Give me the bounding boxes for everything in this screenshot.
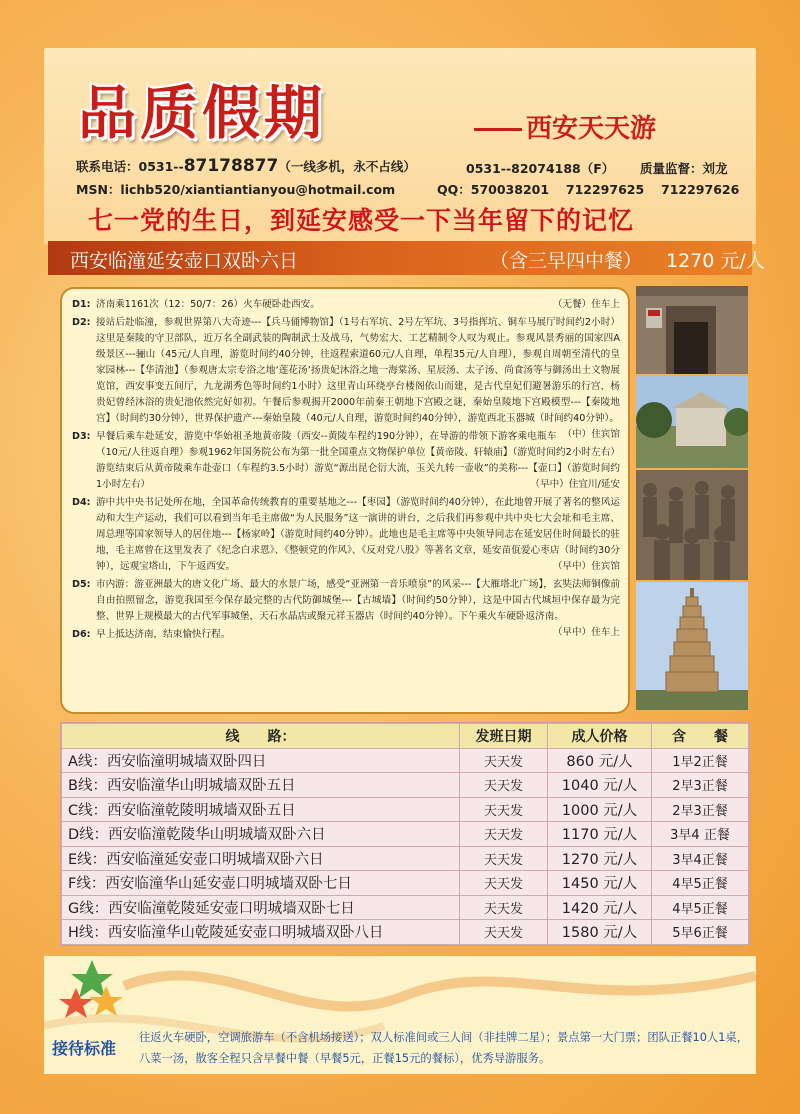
route-meals: （含三早四中餐） bbox=[490, 250, 643, 272]
day-text: 济南乘1161次（12：50/7：26）火车硬卧赴西安。 bbox=[96, 299, 320, 310]
day-tag: D2: bbox=[72, 317, 91, 328]
route-banner bbox=[48, 241, 765, 275]
day-text: 早餐后乘车赴延安，游览中华始祖圣地黄帝陵（西安--黄陵车程约190分钟），在导游的带领下游客乘电瓶车（10元/人往返自理）参观1962年国务院公布为第一批全国重点文物保护单位【黄帝陵、轩辕庙】（游览时间约2小时左右）游览结束后从黄帝陵乘车赴壶口（车程约3.5小时）游览“源出昆仑衍大流，玉关九转一壶收”的美称---【壶口】（游览时间约1小时左右） bbox=[96, 431, 620, 490]
msn-contact: MSN：lichb520/xiantiantianyou@hotmail.com bbox=[76, 182, 396, 197]
cell-date: 天天发 bbox=[460, 895, 548, 920]
day-body bbox=[96, 429, 620, 493]
supervisor: 质量监督：刘龙 bbox=[640, 161, 728, 176]
table-row bbox=[62, 748, 749, 773]
route-price: 1270 元/人 bbox=[666, 250, 765, 272]
yanan-hall-photo bbox=[636, 376, 748, 468]
cell-route: F线：西安临潼华山延安壶口明城墙双卧七日 bbox=[62, 871, 460, 896]
phone-label: 联系电话： bbox=[76, 159, 139, 174]
itinerary-day bbox=[72, 495, 620, 575]
cell-price: 1420 元/人 bbox=[548, 895, 652, 920]
contact-line-phone bbox=[76, 156, 416, 176]
slogan: 七一党的生日，到延安感受一下当年留下的记忆 bbox=[88, 206, 635, 235]
table-header-row bbox=[62, 724, 749, 749]
cell-date: 天天发 bbox=[460, 920, 548, 945]
col-route: 线 路： bbox=[62, 724, 460, 749]
route-table bbox=[60, 722, 750, 946]
cell-meals: 1早2正餐 bbox=[652, 748, 749, 773]
table-row bbox=[62, 871, 749, 896]
cell-route: D线：西安临潼乾陵华山明城墙双卧六日 bbox=[62, 822, 460, 847]
fax-number: 0531--82074188（F） bbox=[466, 161, 615, 176]
big-wild-goose-pagoda-photo bbox=[636, 582, 748, 710]
cell-meals: 2早3正餐 bbox=[652, 797, 749, 822]
itinerary-day bbox=[72, 297, 620, 313]
day-meal: （早中）住宾馆 bbox=[552, 561, 620, 572]
day-meal: （无餐）住车上 bbox=[552, 299, 620, 310]
route-name: 西安临潼延安壶口双卧六日 bbox=[70, 250, 299, 272]
cell-price: 1450 元/人 bbox=[548, 871, 652, 896]
table-row bbox=[62, 920, 749, 945]
cell-date: 天天发 bbox=[460, 822, 548, 847]
day-tag: D3: bbox=[72, 431, 91, 442]
col-price: 成人价格 bbox=[548, 724, 652, 749]
cell-price: 860 元/人 bbox=[548, 748, 652, 773]
cell-meals: 4早5正餐 bbox=[652, 895, 749, 920]
cell-meals: 3早4正餐 bbox=[652, 846, 749, 871]
cell-route: B线：西安临潼华山明城墙双卧五日 bbox=[62, 773, 460, 798]
cell-price: 1580 元/人 bbox=[548, 920, 652, 945]
day-tag: D4: bbox=[72, 497, 91, 508]
cell-meals: 2早3正餐 bbox=[652, 773, 749, 798]
cell-route: E线：西安临潼延安壶口明城墙双卧六日 bbox=[62, 846, 460, 871]
day-text: 接站后赴临潼，参观世界第八大奇迹---【兵马俑博物馆】（1号右军坑、2号左军坑、3号指挥坑、铜车马展厅时间约2小时）这里是秦陵的守卫部队，近万名全副武装的陶制武士及战马，气势宏大、工艺精制令人叹为观止。参观风景秀丽的国家四A级景区---骊山（45元/人自理，游览时间约40分钟，往返程索道60元/人自理，单程35元/人自理），参观自周朝至清代的皇家园林---【华清池】（参观唐太宗专浴之地‘莲花汤’扬贵妃沐浴之地一海棠汤、星辰汤、太子汤、尚食汤等与御汤出土文物展览馆，西安事变五间厅，九龙湖秀色等时间约1小时）这里青山环绕亭台楼阁依山而建，是古代皇妃们避暑游乐的行宫，杨贵妃曾经沐浴的贵妃池依然完好如初。午餐后参观揭开2000年前秦王朝地下宫殿之谜，秦始皇陵地下宫殿模型---【秦陵地宫】（时间约30分钟），世界保护遗产---秦始皇陵（40元/人自理，游览时间约40分钟），游览西北玉器城（时间约40分钟）。 bbox=[96, 317, 620, 424]
cell-price: 1170 元/人 bbox=[548, 822, 652, 847]
standards-text: 往返火车硬卧，空调旅游车（不含机场接送）；双人标准间或三人间（非挂牌二星）；景点第一大门票；团队正餐10人1桌，八菜一汤，散客全程只含早餐中餐（早餐5元，正餐15元的餐标），优秀导游服务。 bbox=[139, 1031, 749, 1065]
day-meal: （中）住宾馆 bbox=[562, 429, 620, 440]
phone-number: 87178877 bbox=[183, 156, 279, 176]
col-meals: 含 餐 bbox=[652, 724, 749, 749]
day-text: 游中共中央书记处所在地，全国革命传统教育的重要基地之---【枣园】（游览时间约40分钟），在此地曾开展了著名的整风运动和大生产运动，我们可以看到当年毛主席做“为人民服务”这一演讲的讲台，之后我们再参观中共中央七大会址和毛主席、周总理等国家领导人的居住地---【杨家岭】（游览时间约40分钟）。此地也是毛主席等中央领导同志在延安居住时间最长的驻地，毛主席曾在这里发表了《纪念白求恩》、《整顿党的作风》、《反对党八股》等著名文章，延安苗佤爱心枣店（时间约30分钟），远观宝塔山，下午返西安。 bbox=[96, 497, 620, 572]
dash-decoration bbox=[474, 128, 522, 131]
subtitle-text: 西安天天游 bbox=[526, 114, 657, 144]
terracotta-warriors-photo bbox=[636, 470, 748, 580]
cell-date: 天天发 bbox=[460, 773, 548, 798]
cell-meals: 4早5正餐 bbox=[652, 871, 749, 896]
day-body bbox=[96, 627, 620, 643]
day-tag: D6: bbox=[72, 629, 91, 640]
itinerary-day bbox=[72, 627, 620, 643]
day-tag: D5: bbox=[72, 579, 91, 590]
table-row bbox=[62, 822, 749, 847]
phone-note: （一线多机，永不占线） bbox=[278, 159, 416, 174]
table-row bbox=[62, 895, 749, 920]
cell-date: 天天发 bbox=[460, 797, 548, 822]
day-text: 早上抵达济南，结束愉快行程。 bbox=[96, 629, 231, 640]
day-meal: （早中）住宜川/延安 bbox=[530, 479, 620, 490]
stars-icon bbox=[59, 960, 123, 1018]
itinerary-day bbox=[72, 429, 620, 493]
itinerary-box bbox=[60, 287, 630, 714]
cell-route: A线：西安临潼明城墙双卧四日 bbox=[62, 748, 460, 773]
day-meal: （早中）住车上 bbox=[552, 627, 620, 638]
cell-price: 1000 元/人 bbox=[548, 797, 652, 822]
cell-date: 天天发 bbox=[460, 748, 548, 773]
cell-meals: 3早4 正餐 bbox=[652, 822, 749, 847]
page-title: 品质假期 bbox=[78, 79, 327, 147]
day-body bbox=[96, 315, 620, 440]
page-subtitle bbox=[474, 108, 656, 145]
cell-meals: 5早6正餐 bbox=[652, 920, 749, 945]
cell-route: H线：西安临潼华山乾陵延安壶口明城墙双卧八日 bbox=[62, 920, 460, 945]
table-row bbox=[62, 846, 749, 871]
day-body bbox=[96, 495, 620, 575]
col-date: 发班日期 bbox=[460, 724, 548, 749]
phone-prefix: 0531-- bbox=[138, 159, 184, 174]
day-text: 市内游：游亚洲最大的唐文化广场、最大的水景广场，感受“亚洲第一音乐喷泉”的风采---【大雁塔北广场】，玄奘法师铜像前自由拍照留念，游览我国至今保存最完整的古代防御城堡---【古城墙】（时间约50分钟），这是中国古代城垣中保存最为完整、世界上规模最大的古代军事城堡，天石水晶店或聚元祥玉器店（时间约40分钟）。下午乘火车硬卧返济南。 bbox=[96, 579, 620, 622]
table-row bbox=[62, 797, 749, 822]
cell-route: G线：西安临潼乾陵延安壶口明城墙双卧七日 bbox=[62, 895, 460, 920]
standards-label: 接待标准 bbox=[52, 1039, 117, 1058]
cell-price: 1040 元/人 bbox=[548, 773, 652, 798]
qq-contact: QQ：570038201 712297625 712297626 bbox=[437, 182, 740, 197]
table-row bbox=[62, 773, 749, 798]
day-body bbox=[96, 297, 620, 313]
cell-route: C线：西安临潼乾陵明城墙双卧五日 bbox=[62, 797, 460, 822]
cell-date: 天天发 bbox=[460, 846, 548, 871]
cell-price: 1270 元/人 bbox=[548, 846, 652, 871]
day-tag: D1: bbox=[72, 299, 91, 310]
cell-date: 天天发 bbox=[460, 871, 548, 896]
memorial-gate-photo bbox=[636, 286, 748, 374]
